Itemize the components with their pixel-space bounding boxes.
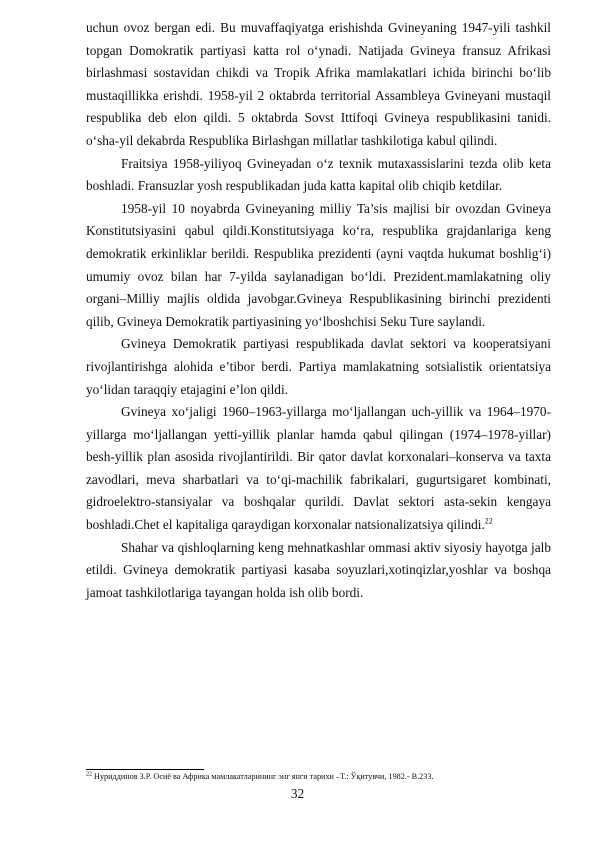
paragraph-5	[86, 401, 551, 537]
paragraph-5-text: Gvineya xo‘jaligi 1960–1963-yillarga mo‘ljallangan uch-yillik va 1964–1970-yillarga mo‘ljallangan yetti-yillik planlar hamda qabul qilingan (1974–1978-yillar) besh-yillik plan asosida rivojlantirildi. Bir qator davlat korxonalari–konserva va taxta zavodlari, meva sharbatlari va to‘qi-machilik fabrikalari, gugurtsigaret kombinati, gidroelektro-stansiyalar va boshqalar qurildi. Davlat sektori asta-sekin kengaya boshladi.Chet el kapitaliga qaraydigan korxonalar natsionalizatsiya qilindi.	[86, 404, 551, 533]
paragraph-1: uchun ovoz bergan edi. Bu muvaffaqiyatga erishishda Gvineyaning 1947-yili tashkil topgan Domokratik partiyasi katta rol o‘ynadi. Natijada Gvineya fransuz Afrikasi birlashmasi sostavidan chikdi va Tropik Afrika mamlakatlari ichida birinchi bo‘lib mustaqillikka erishdi. 1958-yil 2 oktabrda territorial Assambleya Gvineyani mustaqil respublika deb elon qildi. 5 oktabrda Sovst Ittifoqi Gvineya respublikasini tanidi. o‘sha-yil dekabrda Respublika Birlashgan millatlar tashkilotiga kabul qilindi.	[86, 20, 551, 148]
document-body	[86, 17, 551, 604]
footnote-text: Нуриддинов З.Р. Осиё ва Африка мамлакатларининг энг янги тарихи –Т.: Ўқитувчи, 1982.- B.233.	[94, 772, 434, 781]
paragraph-6: Shahar va qishloqlarning keng mehnatkashlar ommasi aktiv siyosiy hayotga jalb etildi. Gvineya demokratik partiyasi kasaba soyuzlari,xotinqizlar,yoshlar va boshqa jamoat tashkilotlariga tayangan holda ish olib bordi.	[86, 539, 551, 600]
footnote	[86, 771, 551, 782]
paragraph-4: Gvineya Demokratik partiyasi respublikada davlat sektori va kooperatsiyani rivojlantirishga alohida e’tibor berdi. Partiya mamlakatning sotsialistik orientatsiya yo‘lidan taraqqiy etajagini e’lon qildi.	[86, 336, 551, 397]
paragraph-2: Fraitsiya 1958-yiliyoq Gvineyadan o‘z texnik mutaxassislarini tezda olib keta boshladi. Fransuzlar yosh respublikadan juda katta kapital olib chiqib ketdilar.	[86, 155, 551, 194]
footnote-separator	[86, 769, 204, 770]
page-number: 32	[290, 786, 305, 801]
footnote-marker: 22	[86, 771, 92, 778]
footnote-reference[interactable]: 22	[484, 516, 493, 526]
paragraph-3: 1958-yil 10 noyabrda Gvineyaning milliy Ta’sis majlisi bir ovozdan Gvineya Konstitutsiyasini qabul qildi.Konstitutsiyaga ko‘ra, respublika grajdanlariga keng demokratik erkinliklar berildi. Respublika prezidenti (ayni vaqtda hukumat boshlig‘i) umumiy ovoz bilan har 7-yilda saylanadigan bo‘ldi. Prezident.mamlakatning oliy organi–Milliy majlis oldida javobgar.Gvineya Respublikasining birinchi prezidenti qilib, Gvineya Demokratik partiyasining yo‘lboshchisi Seku Ture saylandi.	[86, 200, 551, 329]
